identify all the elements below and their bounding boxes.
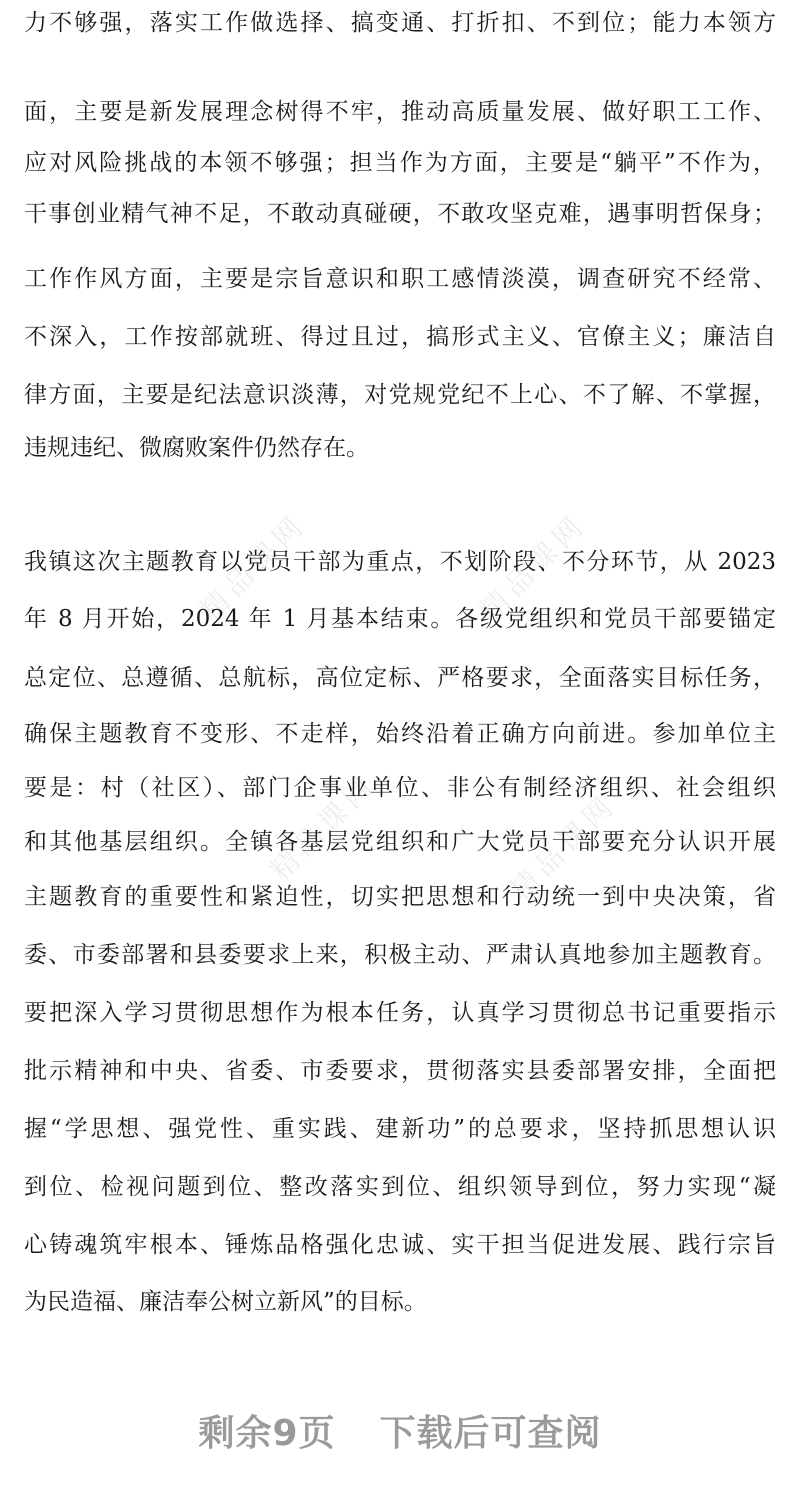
paragraph-line: 到位、检视问题到位、整改落实到位、组织领导到位，努力实现“凝 [24,1174,776,1200]
paragraph-line: 委、市委部署和县委要求上来，积极主动、严肃认真地参加主题教育。 [24,942,776,968]
paragraph-line: 工作作风方面，主要是宗旨意识和职工感情淡漠，调查研究不经常、 [24,266,776,292]
paragraph-line: 确保主题教育不变形、不走样，始终沿着正确方向前进。参加单位主 [24,721,776,747]
paragraph-line: 总定位、总遵循、总航标，高位定标、严格要求，全面落实目标任务， [24,665,776,691]
paragraph-line: 我镇这次主题教育以党员干部为重点，不划阶段、不分环节，从 2023 [24,549,776,575]
paragraph-line: 为民造福、廉洁奉公树立新风”的目标。 [24,1289,427,1315]
download-to-view-label: 下载后可查阅 [379,1413,602,1454]
remaining-pages-label: 剩余9页 [198,1413,336,1454]
paragraph-line: 和其他基层组织。全镇各基层党组织和广大党员干部要充分认识开展 [24,829,776,855]
watermark-text: 精品课网 [503,787,624,907]
paragraph-line: 要把深入学习贯彻思想作为根本任务，认真学习贯彻总书记重要指示 [24,1000,776,1026]
paragraph-line: 面，主要是新发展理念树得不牢，推动高质量发展、做好职工工作、 [24,99,776,125]
paragraph-line: 力不够强，落实工作做选择、搞变通、打折扣、不到位；能力本领方 [24,10,776,36]
paragraph-line: 握“学思想、强党性、重实践、建新功”的总要求，坚持抓思想认识 [24,1116,776,1142]
paragraph-line: 年 8 月开始，2024 年 1 月基本结束。各级党组织和党员干部要锚定 [24,606,776,632]
watermark-text: 精品课网 [193,507,314,627]
watermark-text: 精品课网 [263,767,384,887]
paragraph-line: 律方面，主要是纪法意识淡薄，对党规党纪不上心、不了解、不掌握， [24,382,776,408]
paragraph-line: 要是：村（社区）、部门企事业单位、非公有制经济组织、社会组织 [24,775,776,801]
paragraph-line: 批示精神和中央、省委、市委要求，贯彻落实县委部署安排，全面把 [24,1058,776,1084]
download-prompt-button[interactable] [0,1406,800,1462]
paragraph-line: 违规违纪、微腐败案件仍然存在。 [24,435,369,461]
paragraph-line: 主题教育的重要性和紧迫性，切实把思想和行动统一到中央决策，省 [24,884,776,910]
paragraph-line: 应对风险挑战的本领不够强；担当作为方面，主要是“躺平”不作为， [24,150,776,176]
paragraph-line: 干事创业精气神不足，不敢动真碰硬，不敢攻坚克难，遇事明哲保身； [24,201,776,227]
paragraph-line: 不深入，工作按部就班、得过且过，搞形式主义、官僚主义；廉洁自 [24,324,776,350]
watermark-text: 精品课网 [473,507,594,627]
paragraph-line: 心铸魂筑牢根本、锤炼品格强化忠诚、实干担当促进发展、践行宗旨 [24,1232,776,1258]
